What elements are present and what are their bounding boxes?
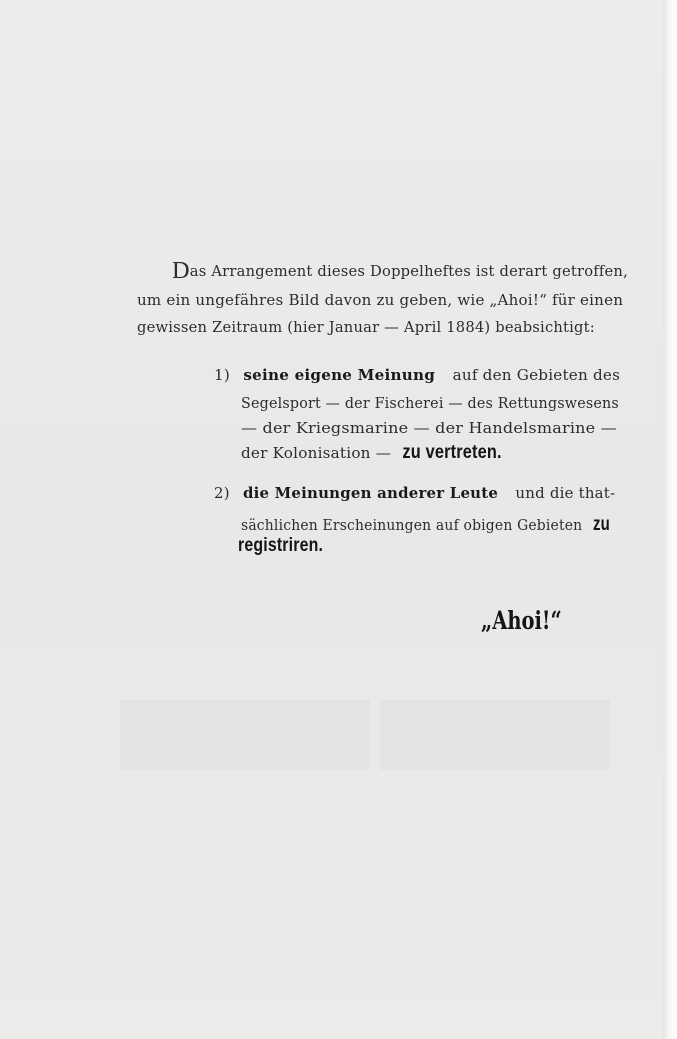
- item1-line-4-text: der Kolonisation —: [241, 446, 392, 462]
- item1-line-1-text: auf den Gebieten des: [452, 368, 621, 384]
- item1-line-3: — der Kriegsmarine — der Handelsmarine —: [241, 421, 617, 437]
- item2-line-1-text: und die that-: [515, 486, 616, 502]
- item1-bold-phrase: seine eigene Meinung: [243, 367, 436, 384]
- item1-emphasis: zu vertreten.: [402, 442, 502, 463]
- drop-cap: D: [172, 258, 190, 284]
- intro-line-1-text: as Arrangement dieses Doppelheftes ist derart getroffen,: [189, 264, 628, 280]
- item1-line-2: Segelsport — der Fischerei — des Rettungswesens: [241, 396, 619, 412]
- intro-line-2: um ein ungefähres Bild davon zu geben, wie „Ahoi!“ für einen: [137, 293, 624, 309]
- item2-bold-phrase: die Meinungen anderer Leute: [242, 485, 499, 502]
- item2-emphasis-part1: zu: [592, 514, 610, 535]
- item2-line-2: [241, 514, 613, 536]
- item2-emphasis-part2: registriren.: [238, 535, 324, 556]
- item1-line-4: [241, 442, 524, 464]
- intro-line-1: [172, 258, 628, 285]
- item2-line-2-text: sächlichen Erscheinungen auf obigen Gebieten: [241, 518, 583, 534]
- intro-line-3: gewissen Zeitraum (hier Januar — April 1884) beabsichtigt:: [137, 320, 595, 336]
- item1-number: 1): [214, 368, 231, 384]
- item2-line-1: [214, 485, 615, 502]
- signature: „Ahoi!“: [481, 606, 562, 635]
- item1-line-1: [214, 367, 620, 384]
- item2-number: 2): [214, 486, 230, 502]
- item2-line-3: [238, 535, 342, 557]
